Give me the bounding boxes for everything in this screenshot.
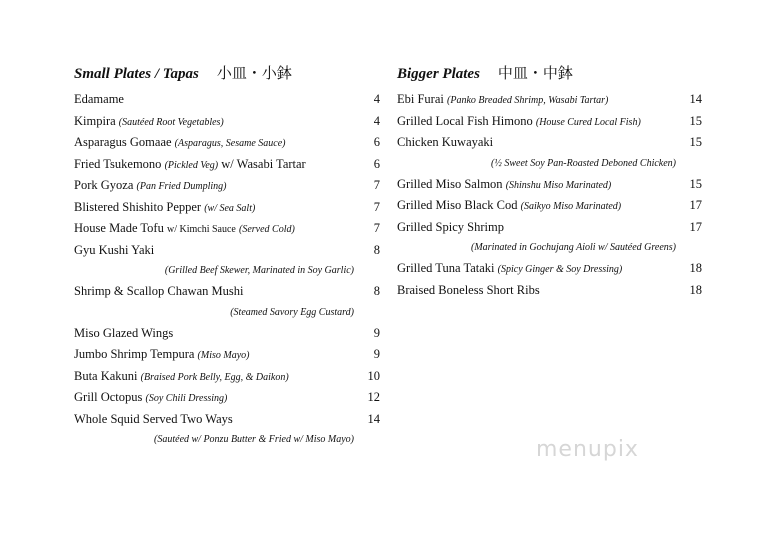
menu-item-description: (House Cured Local Fish)	[535, 116, 641, 128]
menu-item-name: Blistered Shishito Pepper	[74, 199, 202, 214]
menu-item-subdescription: (½ Sweet Soy Pan-Roasted Deboned Chicken)	[491, 157, 676, 169]
menu-list	[74, 89, 380, 450]
menu-item-row	[74, 344, 380, 366]
section-title-cjk: 中皿・中鉢	[497, 66, 573, 82]
menu-item-name: Miso Glazed Wings	[74, 325, 174, 340]
menu-item-price: 6	[373, 135, 380, 149]
menu-item	[397, 89, 702, 111]
menu-item-price: 14	[367, 411, 380, 426]
menu-item-subdescription: (Grilled Beef Skewer, Marinated in Soy Garlic)	[164, 265, 354, 276]
bigger-plates-section	[397, 62, 702, 301]
section-title	[74, 62, 380, 86]
menu-item-row	[74, 366, 380, 388]
menu-item-name: Gyu Kushi Yaki	[74, 242, 155, 257]
menu-item-subdescription: (Marinated in Gochujang Aioli w/ Sautéed Greens)	[471, 242, 676, 253]
menu-item-description: (Saikyo Miso Marinated)	[520, 201, 622, 212]
menu-item-price: 18	[689, 261, 702, 275]
menu-item-description: (Sautéed Root Vegetables)	[118, 116, 224, 128]
menu-item-row	[397, 195, 702, 217]
menu-item	[397, 258, 702, 280]
menu-item-row	[74, 132, 380, 154]
menu-item-row	[397, 258, 702, 280]
menu-item-description: (Soy Chili Dressing)	[145, 393, 228, 404]
menu-item-price: 17	[689, 219, 702, 234]
menu-item-name: Grilled Miso Salmon	[397, 176, 503, 191]
menu-item	[397, 132, 702, 174]
menu-item	[397, 195, 702, 217]
menu-item-price: 8	[373, 242, 380, 257]
menu-item-name: Grilled Local Fish Himono	[397, 113, 533, 128]
menu-item-description: (w/ Sea Salt)	[204, 202, 256, 214]
section-title-text: Bigger Plates	[397, 66, 480, 82]
menu-item-row	[74, 323, 380, 345]
menu-item-row	[74, 197, 380, 219]
menu-item-description: (Spicy Ginger & Soy Dressing)	[497, 264, 623, 275]
menu-item	[74, 132, 380, 154]
menu-item-price: 9	[373, 347, 380, 361]
menu-item-name: Buta Kakuni	[74, 368, 138, 383]
menu-item-description: (Panko Breaded Shrimp, Wasabi Tartar)	[447, 95, 609, 106]
menu-item	[74, 175, 380, 197]
menu-item-name: Chicken Kuwayaki	[397, 135, 494, 149]
menu-item-price: 15	[689, 113, 702, 128]
menu-item-description: (Served Cold)	[238, 224, 295, 235]
menu-item-name: Edamame	[74, 92, 124, 106]
menu-item	[74, 218, 380, 240]
watermark-logo: menupix	[536, 437, 639, 462]
menu-item-row	[397, 89, 702, 111]
menu-item	[74, 387, 380, 409]
small-plates-section	[74, 62, 380, 450]
menu-item-price: 15	[689, 176, 702, 191]
menu-item-row	[397, 111, 702, 133]
menu-item-price: 15	[689, 135, 702, 149]
menu-item-name: Grill Octopus	[74, 390, 143, 404]
menu-item-row	[397, 217, 702, 239]
menu-item-price: 12	[367, 390, 380, 404]
menu-item-price: 6	[373, 156, 380, 171]
menu-item	[74, 409, 380, 451]
menu-item-price: 8	[373, 284, 380, 298]
menu-item-row	[74, 409, 380, 431]
menu-item-row	[397, 280, 702, 302]
menu-item-description: (Miso Mayo)	[197, 350, 250, 361]
menu-item-name: Grilled Miso Black Cod	[397, 198, 518, 212]
menu-list	[397, 89, 702, 301]
menu-item	[397, 111, 702, 133]
menu-item-row	[74, 154, 380, 176]
menu-item-row	[74, 281, 380, 303]
menu-item-name: Braised Boneless Short Ribs	[397, 282, 540, 297]
menu-item-name: House Made Tofu	[74, 221, 164, 235]
menu-item	[74, 197, 380, 219]
section-title-cjk: 小皿・小鉢	[216, 66, 292, 82]
menu-item-name: Asparagus Gomaae	[74, 135, 172, 149]
menu-item-description: (Braised Pork Belly, Egg, & Daikon)	[140, 371, 289, 383]
menu-item-name: Grilled Spicy Shrimp	[397, 219, 504, 234]
menu-item-row	[74, 111, 380, 133]
menu-item-price: 4	[373, 113, 380, 128]
menu-item-name: Shrimp & Scallop Chawan Mushi	[74, 284, 244, 298]
menu-item-price: 10	[367, 368, 380, 383]
menu-item-description: (Pan Fried Dumpling)	[136, 181, 227, 192]
menu-item	[74, 323, 380, 345]
menu-item	[74, 281, 380, 323]
menu-item-subdescription: (Sautéed w/ Ponzu Butter & Fried w/ Miso Mayo)	[154, 434, 354, 445]
menu-item-name: Jumbo Shrimp Tempura	[74, 347, 195, 361]
menu-item	[74, 154, 380, 176]
menu-item-price: 7	[373, 178, 380, 192]
menu-item-price: 17	[689, 198, 702, 212]
menu-item-name: Kimpira	[74, 113, 116, 128]
menu-item-name: Whole Squid Served Two Ways	[74, 411, 233, 426]
menu-item-price: 7	[373, 221, 380, 235]
menu-item	[397, 280, 702, 302]
menu-item	[74, 111, 380, 133]
menu-item	[74, 344, 380, 366]
menu-item-description: (Shinshu Miso Marinated)	[505, 179, 612, 191]
menu-item-row	[397, 174, 702, 196]
menu-item-price: 14	[689, 92, 702, 106]
menu-item	[74, 89, 380, 111]
menu-item-price: 4	[373, 92, 380, 106]
menu-item-row	[397, 132, 702, 154]
menu-item-subdescription: (Steamed Savory Egg Custard)	[230, 306, 354, 318]
menu-item	[397, 174, 702, 196]
menu-item-name: Ebi Furai	[397, 92, 444, 106]
menu-item-description: (Pickled Veg)	[164, 159, 219, 171]
menu-item-extra: w/ Kimchi Sauce	[166, 224, 236, 235]
menu-item-name: Pork Gyoza	[74, 178, 134, 192]
section-title-text: Small Plates / Tapas	[74, 66, 199, 82]
menu-item-row	[74, 387, 380, 409]
menu-item-extra: w/ Wasabi Tartar	[221, 156, 306, 171]
menu-item-price: 7	[373, 199, 380, 214]
menu-item-description: (Asparagus, Sesame Sauce)	[174, 138, 286, 149]
menu-item-row	[74, 89, 380, 111]
menu-item-row	[74, 218, 380, 240]
menu-item	[74, 240, 380, 282]
section-title	[397, 62, 702, 86]
menu-item	[397, 217, 702, 259]
menu-item-name: Fried Tsukemono	[74, 156, 162, 171]
menu-item-row	[74, 240, 380, 262]
menu-item-name: Grilled Tuna Tataki	[397, 261, 495, 275]
menu-item-price: 9	[373, 325, 380, 340]
menu-item	[74, 366, 380, 388]
menu-item-price: 18	[689, 282, 702, 297]
menu-item-row	[74, 175, 380, 197]
